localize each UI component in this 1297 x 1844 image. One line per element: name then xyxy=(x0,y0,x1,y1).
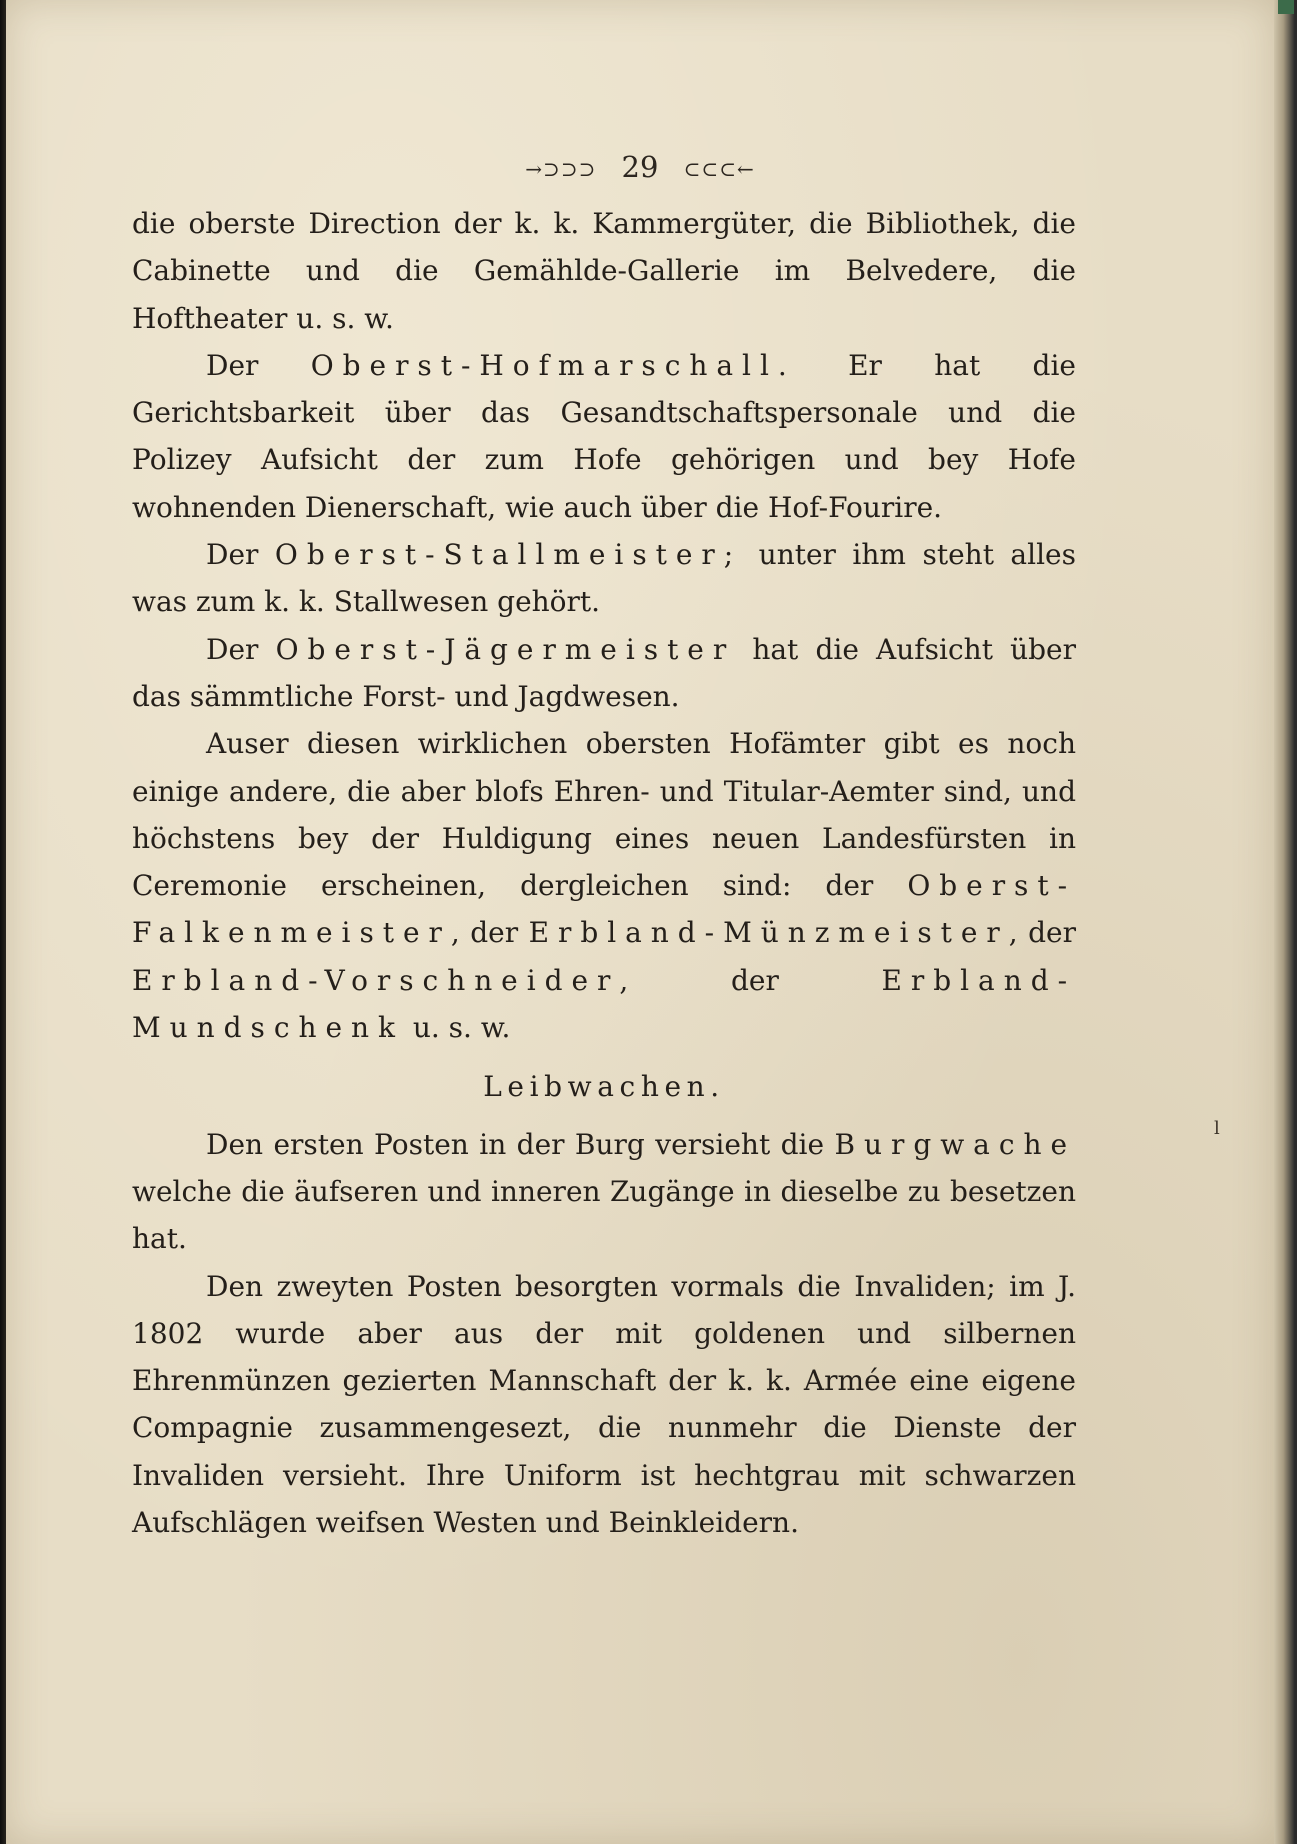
page-edge xyxy=(1274,0,1297,1844)
paragraph-text: unter ihm steht alles was zum k. k. Stallwesen gehört. xyxy=(132,538,1076,619)
paragraph-stallmeister xyxy=(132,531,1076,626)
paragraph-text: die oberste Direction der k. k. Kammergüter, die Bibliothek, die Cabinette und die Gemählde-Gallerie im Belvedere, die Hoftheater u. s. w. xyxy=(132,207,1076,335)
margin-mark: l xyxy=(1214,1118,1220,1139)
paragraph-invaliden xyxy=(132,1263,1076,1547)
book-page xyxy=(6,0,1274,1844)
paragraph-text: Den ersten Posten in der Burg versieht die xyxy=(206,1127,825,1161)
separator: , der xyxy=(1008,916,1077,950)
section-heading-text: Leibwachen. xyxy=(483,1070,725,1104)
paragraph-text: u. s. w. xyxy=(412,1011,511,1045)
office-title: Oberst-Falkenmeister xyxy=(132,869,1076,950)
page-body xyxy=(132,200,1076,1546)
paragraph-text: Er hat die Gerichtsbarkeit über das Gesandtschaftspersonale und die Polizey Aufsicht der zum Hofe gehörigen und bey Hofe wohnenden Dienerschaft, wie auch über die Hof-Fourire. xyxy=(132,348,1076,524)
paragraph-intro: Der xyxy=(206,538,259,572)
header-ornament-left: →⊃⊃⊃ xyxy=(525,157,597,181)
paragraph-jaegermeister xyxy=(132,626,1076,721)
page-number: 29 xyxy=(621,150,659,184)
separator: , der xyxy=(450,916,519,950)
paragraph-direction xyxy=(132,200,1076,342)
office-title: Oberst-Jägermeister xyxy=(275,632,736,666)
separator: , der xyxy=(619,963,779,997)
paragraph-text: Den zweyten Posten besorgten vormals die Invaliden; im J. 1802 wurde aber aus der mit goldenen und silbernen Ehrenmünzen gezierten Mannschaft der k. k. Armée eine eigene Compagnie zusammengesezt, die nunmehr die Dienste der Invaliden versieht. Ihre Uniform ist hechtgrau mit schwarzen Aufschlägen weifsen Westen und Beinkleidern. xyxy=(132,1269,1076,1540)
paragraph-intro: Der xyxy=(206,632,259,666)
header-ornament-right: ⊂⊂⊂← xyxy=(683,157,755,181)
paragraph-ehrenaemter xyxy=(132,720,1076,1051)
paragraph-burgwache xyxy=(132,1121,1076,1263)
section-heading xyxy=(132,1063,1076,1110)
office-title: Erbland-Mundschenk xyxy=(132,963,1076,1045)
office-title: Oberst-Stallmeister; xyxy=(274,538,743,572)
paragraph-text: welche die äufseren und inneren Zugänge in dieselbe zu besetzen hat. xyxy=(132,1174,1076,1256)
office-title: Burgwache xyxy=(834,1127,1077,1161)
office-title: Erbland-Münzmeister xyxy=(528,916,1009,950)
office-title: Erbland-Vorschneider xyxy=(132,963,620,997)
page-header xyxy=(6,150,1274,184)
office-title: Oberst-Hofmarschall. xyxy=(310,348,796,382)
paragraph-text: hat die Aufsicht über das sämmtliche Forst- und Jagdwesen. xyxy=(132,632,1077,713)
paragraph-text: Auser diesen wirklichen obersten Hofämter gibt es noch einige andere, die aber blofs Ehren- und Titular-Aemter sind, und höchstens bey der Huldigung eines neuen Landesfürsten in Ceremonie erscheinen, dergleichen sind: der xyxy=(132,727,1076,903)
bookmark-tab xyxy=(1278,0,1294,14)
paragraph-intro: Der xyxy=(206,348,259,382)
paragraph-hofmarschall xyxy=(132,342,1076,531)
